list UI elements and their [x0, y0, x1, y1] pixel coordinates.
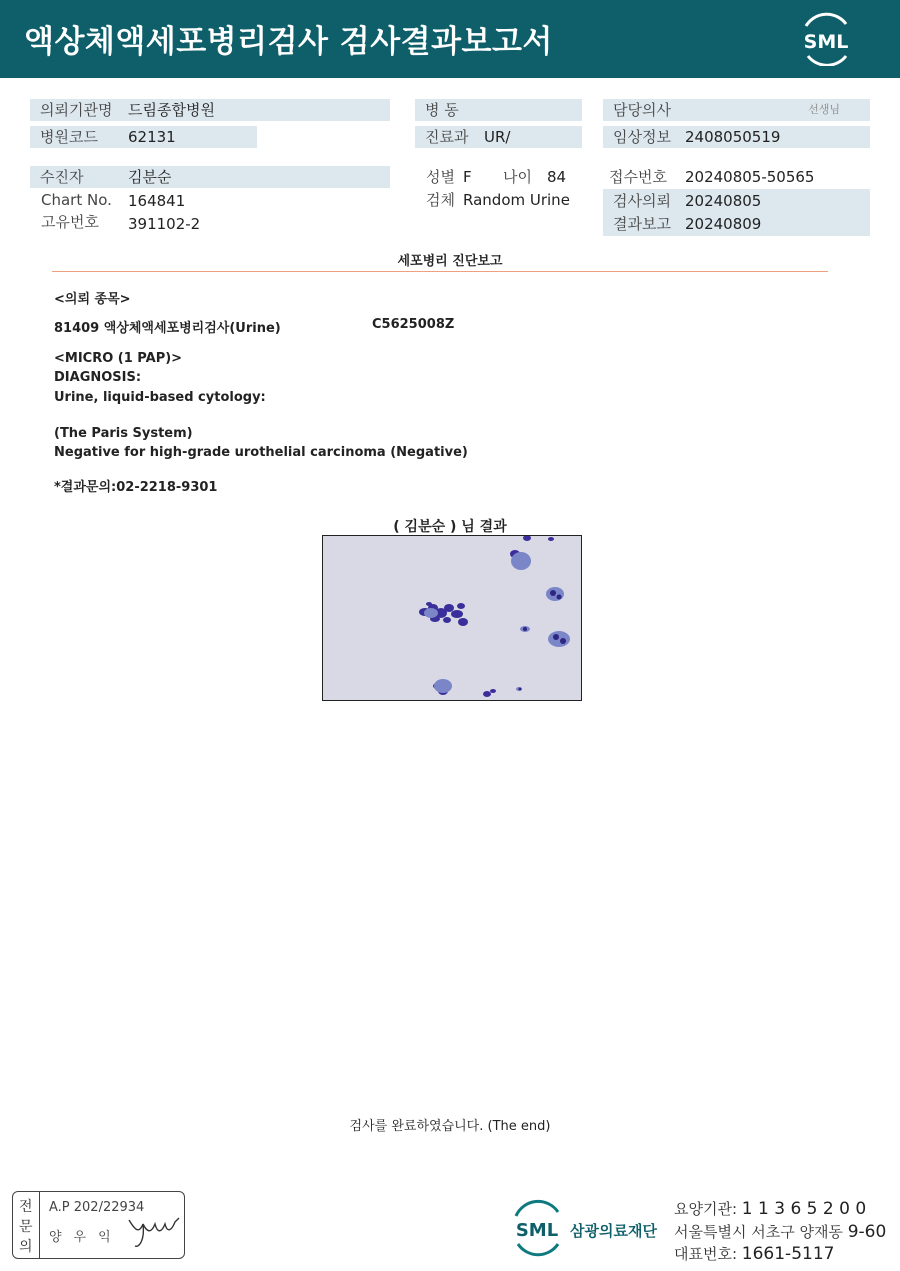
stamp-side-char: 의	[19, 1239, 33, 1255]
section-divider	[52, 271, 828, 272]
department-value: UR/	[484, 128, 511, 146]
chart-no-label: Chart No.	[41, 191, 112, 209]
ward-label: 병 동	[425, 101, 459, 119]
institution-label: 의뢰기관명	[40, 101, 113, 119]
institution-value: 드림종합병원	[128, 101, 215, 119]
patient-value: 김분순	[128, 168, 172, 186]
hospital-code-label: 병원코드	[40, 128, 98, 146]
receipt-no-value: 20240805-50565	[685, 168, 815, 186]
department-field	[415, 126, 582, 148]
doctor-suffix: 선생님	[808, 103, 840, 116]
footer-sml-logo-icon	[510, 1198, 564, 1258]
stamp-side-char: 전	[19, 1199, 33, 1215]
receipt-no-label: 접수번호	[609, 168, 667, 186]
footer-address-number: 9-60	[847, 1222, 887, 1242]
stamp-ap-number: A.P 202/22934	[49, 1200, 145, 1215]
specimen-value: Random Urine	[463, 191, 570, 209]
age-value: 84	[547, 168, 567, 186]
specimen-label: 검체	[426, 191, 455, 209]
contact-line: *결과문의:02-2218-9301	[54, 480, 218, 495]
footer-address: 서울특별시 서초구 양재동	[674, 1223, 843, 1241]
signature-icon	[125, 1210, 183, 1250]
hospital-code-field	[30, 126, 257, 148]
footer-code-value: 1 1 3 6 5 2 0 0	[741, 1199, 867, 1219]
end-text: 검사를 완료하였습니다. (The end)	[349, 1119, 551, 1134]
unique-no-value: 391102-2	[128, 215, 201, 233]
cytology-cells-image	[323, 536, 581, 700]
patient-field	[30, 166, 390, 188]
svg-text:SML: SML	[515, 1220, 559, 1241]
footer-address-line	[674, 1221, 886, 1242]
test-code: C5625008Z	[372, 317, 455, 332]
stamp-name: 양우익	[49, 1230, 123, 1245]
clinical-info-value: 2408050519	[685, 128, 781, 146]
request-date-label: 검사의뢰	[613, 192, 671, 210]
department-label: 진료과	[425, 128, 469, 146]
hospital-code-value: 62131	[128, 128, 176, 146]
sml-logo-icon	[796, 12, 856, 66]
section-title: 세포병리 진단보고	[397, 254, 503, 269]
age-label: 나이	[503, 168, 532, 186]
patient-label: 수진자	[40, 168, 84, 186]
report-title: 액상체액세포병리검사 검사결과보고서	[24, 24, 553, 60]
report-header	[0, 0, 900, 78]
request-items-heading: <의뢰 종목>	[54, 292, 131, 307]
doctor-label: 담당의사	[613, 101, 671, 119]
diagnosis-label: DIAGNOSIS:	[54, 370, 142, 385]
footer-phone-line	[674, 1243, 834, 1264]
request-date-value: 20240805	[685, 192, 762, 210]
institution-field	[30, 99, 390, 121]
paris-system: (The Paris System)	[54, 426, 193, 441]
sex-label: 성별	[426, 168, 455, 186]
clinical-info-field	[603, 126, 870, 148]
footer-code-line	[674, 1198, 866, 1219]
stamp-side-char: 문	[19, 1219, 33, 1235]
micro-heading: <MICRO (1 PAP)>	[54, 351, 183, 366]
footer-phone-label: 대표번호:	[674, 1245, 738, 1263]
unique-no-label: 고유번호	[41, 213, 99, 231]
cytology-image	[322, 535, 582, 701]
footer-phone-value: 1661-5117	[741, 1244, 835, 1264]
ward-field	[415, 99, 582, 121]
specimen-type: Urine, liquid-based cytology:	[54, 390, 266, 405]
diagnosis-result: Negative for high-grade urothelial carcinoma (Negative)	[54, 445, 468, 460]
svg-text:SML: SML	[803, 31, 849, 53]
image-caption: ( 김분순 ) 님 결과	[393, 519, 507, 535]
stamp-side	[13, 1192, 40, 1258]
doctor-field	[603, 99, 870, 121]
footer-code-label: 요양기관:	[674, 1200, 738, 1218]
dates-field	[603, 189, 870, 236]
test-item: 81409 액상체액세포병리검사(Urine)	[54, 321, 281, 336]
pathologist-stamp	[12, 1191, 185, 1259]
sex-value: F	[463, 168, 472, 186]
report-date-value: 20240809	[685, 215, 762, 233]
footer-org-name: 삼광의료재단	[570, 1222, 657, 1240]
report-date-label: 결과보고	[613, 215, 671, 233]
chart-no-value: 164841	[128, 192, 186, 210]
clinical-info-label: 임상정보	[613, 128, 671, 146]
